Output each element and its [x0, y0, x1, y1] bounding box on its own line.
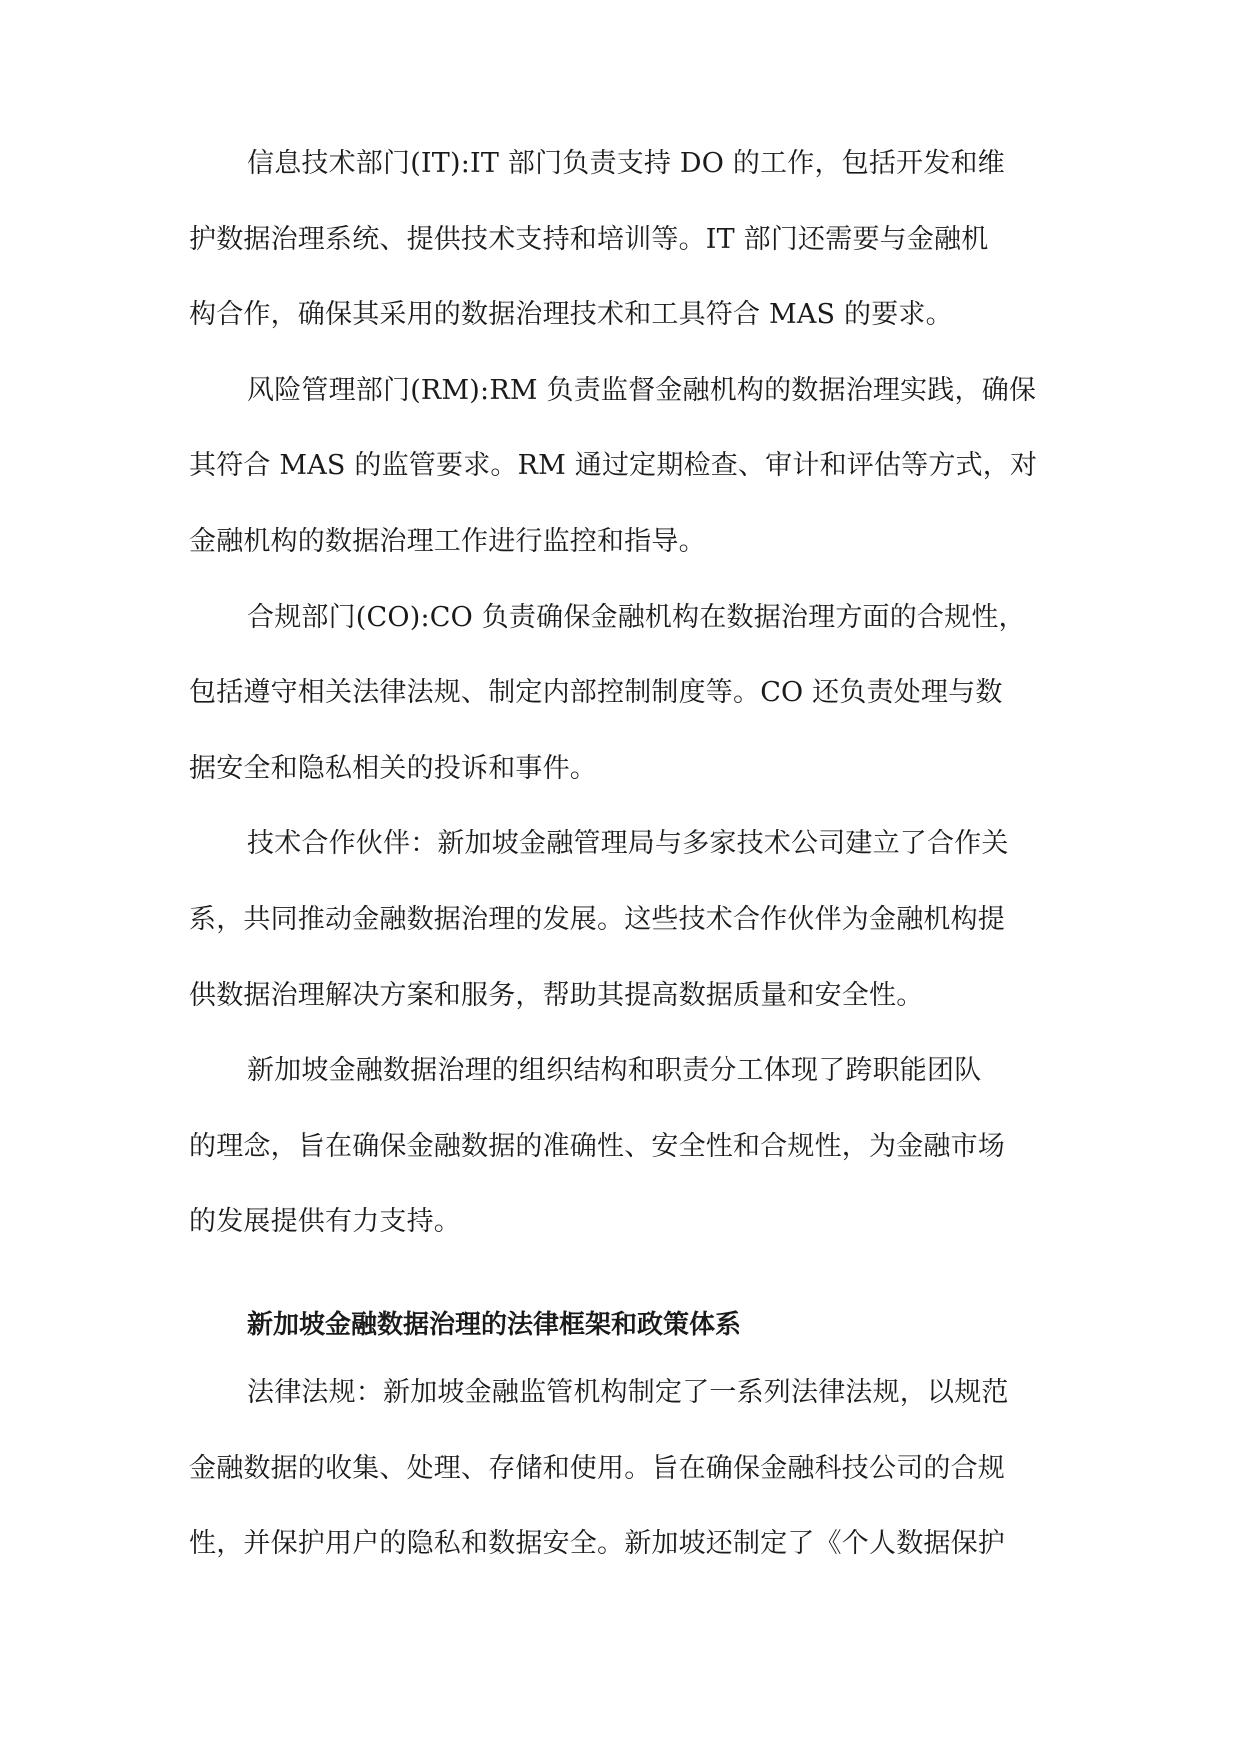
paragraph-line: 合规部门(CO):CO 负责确保金融机构在数据治理方面的合规性， — [247, 601, 1026, 633]
paragraph-line: 据安全和隐私相关的投诉和事件。 — [189, 752, 597, 784]
paragraph-line: 技术合作伙伴：新加坡金融管理局与多家技术公司建立了合作关 — [247, 828, 1009, 860]
paragraph-line: 护数据治理系统、提供技术支持和培训等。IT 部门还需要与金融机 — [189, 223, 989, 255]
paragraph-line: 信息技术部门(IT):IT 部门负责支持 DO 的工作，包括开发和维 — [247, 148, 1005, 179]
paragraph-risk-management — [189, 372, 1059, 599]
paragraph-line: 风险管理部门(RM):RM 负责监督金融机构的数据治理实践，确保 — [247, 374, 1037, 406]
paragraph-it-department — [189, 145, 1059, 372]
paragraph-line: 包括遵守相关法律法规、制定内部控制制度等。CO 还负责处理与数 — [189, 677, 1003, 709]
paragraph-line: 构合作，确保其采用的数据治理技术和工具符合 MAS 的要求。 — [189, 299, 953, 331]
paragraph-line: 金融机构的数据治理工作进行监控和指导。 — [189, 525, 706, 557]
paragraph-line: 金融数据的收集、处理、存储和使用。旨在确保金融科技公司的合规 — [189, 1452, 1005, 1484]
paragraph-compliance — [189, 599, 1059, 826]
paragraph-line: 的理念，旨在确保金融数据的准确性、安全性和合规性，为金融市场 — [189, 1130, 1005, 1162]
paragraph-line: 性，并保护用户的隐私和数据安全。新加坡还制定了《个人数据保护 — [189, 1528, 1005, 1560]
paragraph-line: 法律法规：新加坡金融监管机构制定了一系列法律法规，以规范 — [247, 1376, 1009, 1408]
paragraph-line: 其符合 MAS 的监管要求。RM 通过定期检查、审计和评估等方式，对 — [189, 450, 1038, 482]
section-heading: 新加坡金融数据治理的法律框架和政策体系 — [247, 1309, 742, 1340]
paragraph-line: 的发展提供有力支持。 — [189, 1206, 461, 1238]
document-body — [189, 145, 1059, 1601]
paragraph-line: 供数据治理解决方案和服务，帮助其提高数据质量和安全性。 — [189, 979, 924, 1011]
paragraph-tech-partners — [189, 825, 1059, 1052]
paragraph-laws-regulations — [189, 1374, 1059, 1601]
paragraph-summary — [189, 1052, 1059, 1279]
paragraph-line: 新加坡金融数据治理的组织结构和职责分工体现了跨职能团队 — [247, 1055, 982, 1087]
paragraph-line: 系，共同推动金融数据治理的发展。这些技术合作伙伴为金融机构提 — [189, 903, 1005, 935]
